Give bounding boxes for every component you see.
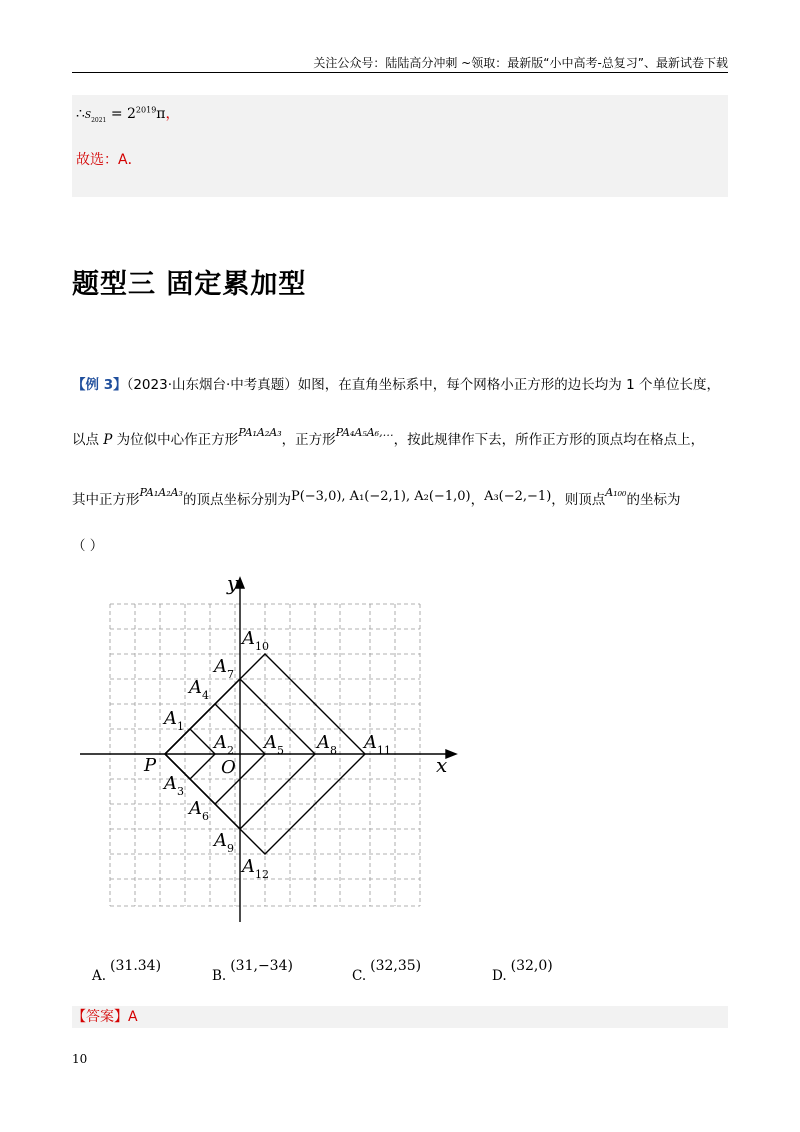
label-a7: $A_7$ xyxy=(214,656,234,681)
solution-box xyxy=(72,95,728,197)
point-p-label: P xyxy=(144,755,157,776)
solution-choice: 故选：A． xyxy=(76,152,142,168)
answer-bar: 【答案】A xyxy=(72,1006,728,1028)
vertex-coordinates: P(−3,0), A₁(−2,1), A₂(−1,0) xyxy=(290,489,471,504)
text-fragment: 以点 xyxy=(72,432,104,448)
option-value: (31.34) xyxy=(110,958,162,974)
sum-result xyxy=(76,103,179,124)
vertex-a3-coordinates: A₃(−2,−1) xyxy=(484,489,552,504)
page-number: 10 xyxy=(72,1052,88,1066)
sum-symbol: S xyxy=(84,111,92,121)
problem-line-1 xyxy=(72,373,728,393)
square-name-3: PA₁A₂A₃ xyxy=(139,486,183,499)
option-c[interactable] xyxy=(352,958,422,984)
text-fragment: 的坐标为 xyxy=(626,492,681,508)
coordinate-diagram xyxy=(80,572,470,924)
label-a8: $A_8$ xyxy=(317,732,337,757)
label-a10: $A_{10}$ xyxy=(242,628,269,653)
answer-blank: （ ） xyxy=(72,538,104,554)
label-a2: $A_2$ xyxy=(214,732,234,757)
header-rule xyxy=(72,72,728,73)
section-heading: 题型三 固定累加型 xyxy=(72,269,307,300)
problem-line-3 xyxy=(72,488,728,508)
diagram-labels xyxy=(143,572,447,881)
option-value: (32,0) xyxy=(510,958,553,974)
problem-source: （2023·山东烟台·中考真题）如图，在直角坐标系中，每个网格小正方形的边长均为 1 个单位长度， xyxy=(126,377,720,393)
label-a1: $A_1$ xyxy=(164,708,184,733)
text-fragment: 其中正方形 xyxy=(72,492,140,508)
sum-exponent: 2019 xyxy=(135,105,157,115)
option-a[interactable] xyxy=(92,958,162,984)
text-fragment: ， xyxy=(470,492,485,508)
problem-line-2 xyxy=(72,428,728,448)
page-header: 关注公众号：陆陆高分冲刺 ~领取：最新版“小中高考-总复习”、最新试卷下载 xyxy=(313,56,728,70)
answer-options xyxy=(92,958,712,988)
option-letter: B. xyxy=(212,968,227,984)
point-p-text: P xyxy=(103,432,113,448)
label-a4: $A_4$ xyxy=(189,677,209,702)
option-letter: D. xyxy=(492,968,507,984)
option-value: (32,35) xyxy=(370,958,422,974)
option-b[interactable] xyxy=(212,958,293,984)
sum-comma: ， xyxy=(165,106,180,122)
example-tag: 【例 3】 xyxy=(72,377,127,393)
sum-equals: = 2 xyxy=(110,106,136,122)
text-fragment: 的顶点坐标分别为 xyxy=(182,492,291,508)
square-name-2: PA₄A₅A₆,… xyxy=(335,426,394,439)
origin-label: O xyxy=(221,757,236,778)
x-axis-label: x xyxy=(436,753,448,777)
option-value: (31,−34) xyxy=(230,958,293,974)
y-axis-label: y xyxy=(227,572,239,595)
text-fragment: ，正方形 xyxy=(281,432,336,448)
label-a12: $A_{12}$ xyxy=(242,856,269,881)
vertex-a100: A₁₀₀ xyxy=(605,486,627,499)
option-d[interactable] xyxy=(492,958,553,984)
text-fragment: ，则顶点 xyxy=(551,492,606,508)
sum-pi: π xyxy=(156,106,166,122)
label-a11: $A_{11}$ xyxy=(364,732,391,757)
option-letter: A. xyxy=(92,968,107,984)
therefore-symbol: ∴ xyxy=(76,106,85,122)
label-a5: $A_5$ xyxy=(264,732,284,757)
square-name-1: PA₁A₂A₃ xyxy=(238,426,282,439)
label-a3: $A_3$ xyxy=(164,773,184,798)
text-fragment: ，按此规律作下去，所作正方形的顶点均在格点上， xyxy=(393,432,705,448)
sum-subscript: 2021 xyxy=(91,116,107,124)
label-a9: $A_9$ xyxy=(214,830,234,855)
text-fragment: 为位似中心作正方形 xyxy=(112,432,239,448)
label-a6: $A_6$ xyxy=(189,798,209,823)
option-letter: C. xyxy=(352,968,367,984)
